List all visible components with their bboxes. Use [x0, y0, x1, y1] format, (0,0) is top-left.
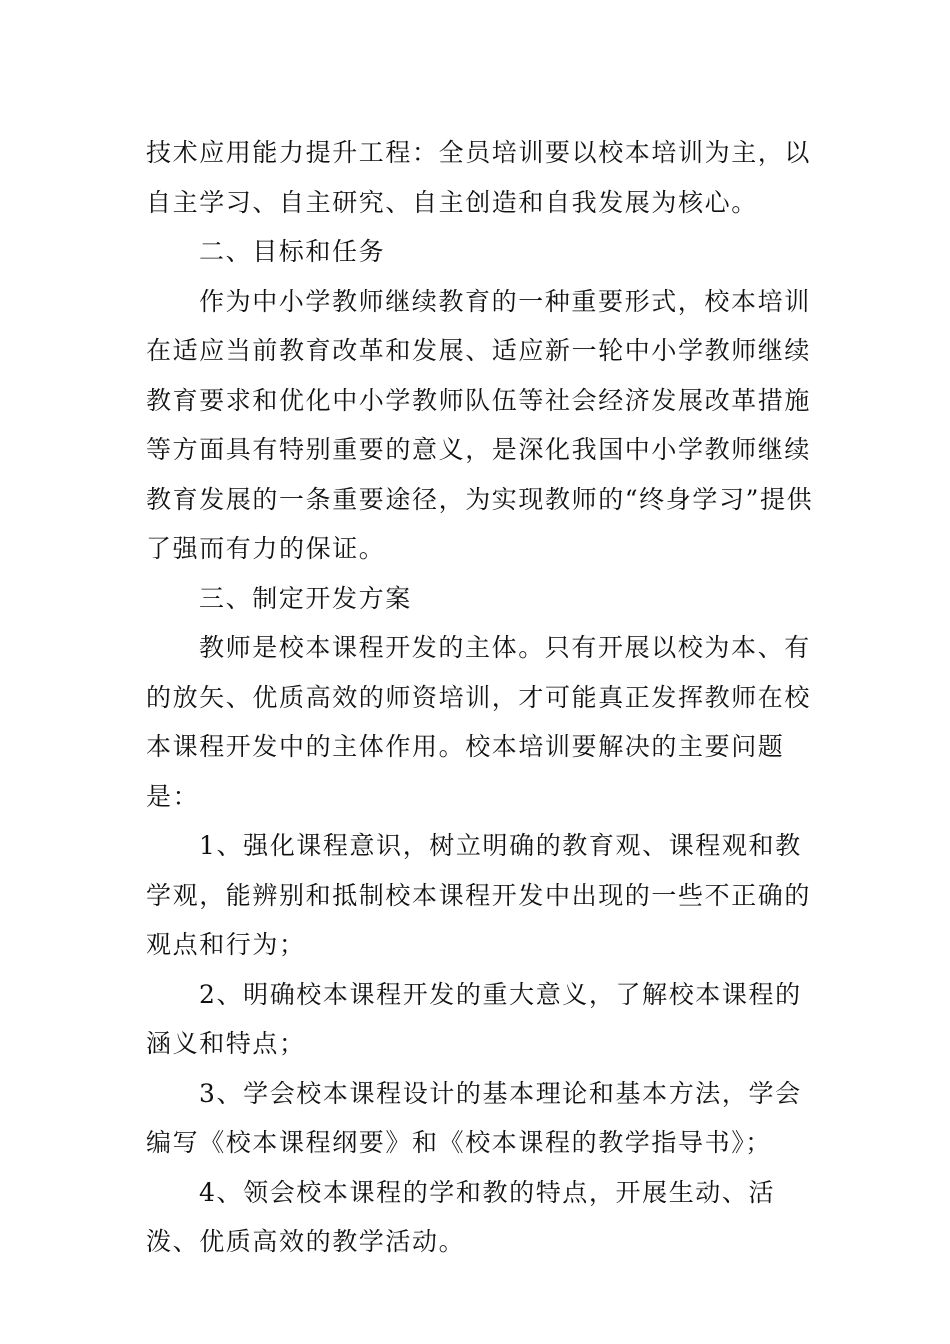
list-item-4: 4、领会校本课程的学和教的特点，开展生动、活泼、优质高效的教学活动。: [146, 1177, 776, 1256]
paragraph-goals: 作为中小学教师继续教育的一种重要形式，校本培训在适应当前教育改革和发展、适应新一轮中小学教师继续教育要求和优化中小学教师队伍等社会经济发展改革措施等方面具有特别重要的意义，是深化我国中小学教师继续教育发展的一条重要途径，为实现教师的“终身学习”提供了强而有力的保证。: [146, 286, 814, 563]
section-heading-goals: 二、目标和任务: [199, 237, 386, 266]
list-item-1: 1、强化课程意识，树立明确的教育观、课程观和教学观，能辨别和抵制校本课程开发中出现的一些不正确的观点和行为；: [146, 831, 812, 959]
section-heading-plan: 三、制定开发方案: [199, 583, 412, 613]
paragraph-continuation: 技术应用能力提升工程：全员培训要以校本培训为主，以自主学习、自主研究、自主创造和自我发展为核心。: [146, 138, 812, 217]
document-body: [146, 128, 816, 1267]
list-item-2: 2、明确校本课程开发的重大意义，了解校本课程的涵义和特点；: [146, 979, 802, 1058]
paragraph-plan: 教师是校本课程开发的主体。只有开展以校为本、有的放矢、优质高效的师资培训，才可能真正发挥教师在校本课程开发中的主体作用。校本培训要解决的主要问题是：: [146, 633, 812, 811]
list-item-3: 3、学会校本课程设计的基本理论和基本方法，学会编写《校本课程纲要》和《校本课程的教学指导书》；: [146, 1078, 802, 1157]
